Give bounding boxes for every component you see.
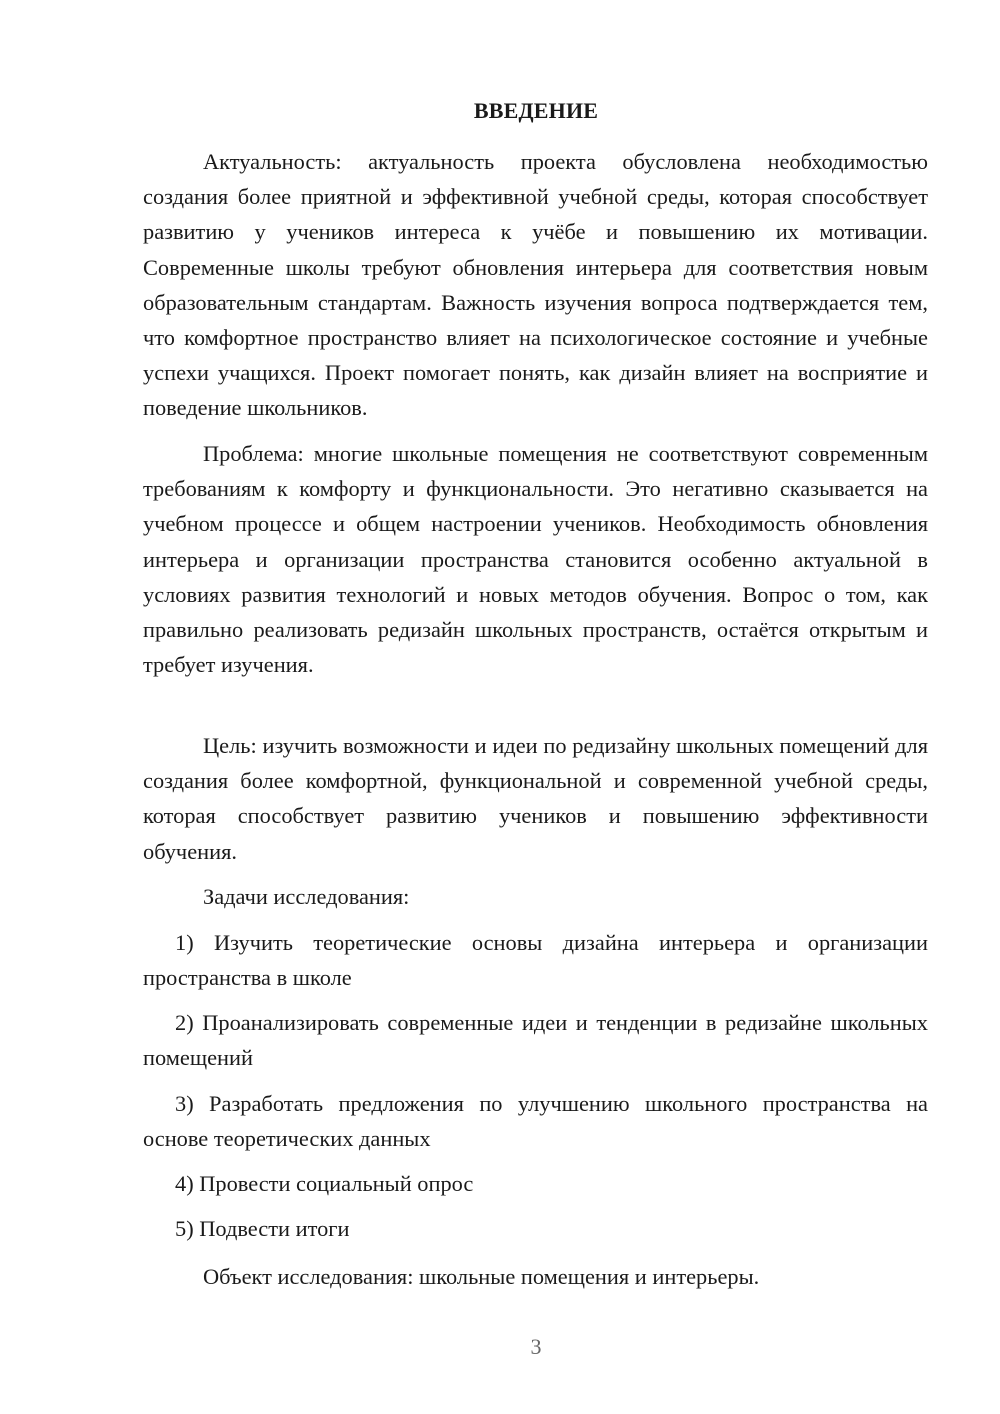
task-item-5: 5) Подвести итоги bbox=[175, 1216, 350, 1241]
task-item-1: 1) Изучить теоретические основы дизайна интерьера и организации пространства в школе bbox=[143, 930, 928, 991]
problem-paragraph: Проблема: многие школьные помещения не соответствуют современным требованиям к комфорту и функциональности. Это негативно сказывается на учебном процессе и общем настроении учеников. Необходимость обновления интерьера и организации пространства становится особенно актуальной в условиях развития технологий и новых методов обучения. Вопрос о том, как правильно реализовать редизайн школьных пространств, остаётся открытым и требует изучения. bbox=[143, 441, 928, 678]
object-paragraph: Объект исследования: школьные помещения и интерьеры. bbox=[203, 1264, 760, 1289]
task-item-2: 2) Проанализировать современные идеи и тенденции в редизайне школьных помещений bbox=[143, 1010, 928, 1071]
tasks-heading: Задачи исследования: bbox=[203, 884, 410, 909]
goal-paragraph: Цель: изучить возможности и идеи по редизайну школьных помещений для создания более комфортной, функциональной и современной учебной среды, которая способствует развитию учеников и повышению эффективности обучения. bbox=[143, 733, 928, 864]
page-title: ВВЕДЕНИЕ bbox=[473, 98, 599, 123]
relevance-paragraph: Актуальность: актуальность проекта обусловлена необходимостью создания более приятной и эффективной учебной среды, которая способствует развитию у учеников интереса к учёбе и повышению их мотивации. Современные школы требуют обновления интерьера для соответствия новым образовательным стандартам. Важность изучения вопроса подтверждается тем, что комфортное пространство влияет на психологическое состояние и учебные успехи учащихся. Проект помогает понять, как дизайн влияет на восприятие и поведение школьников. bbox=[143, 149, 928, 421]
task-item-4: 4) Провести социальный опрос bbox=[175, 1171, 474, 1196]
task-item-3: 3) Разработать предложения по улучшению школьного пространства на основе теоретических данных bbox=[143, 1091, 928, 1152]
page-number: 3 bbox=[530, 1334, 542, 1359]
